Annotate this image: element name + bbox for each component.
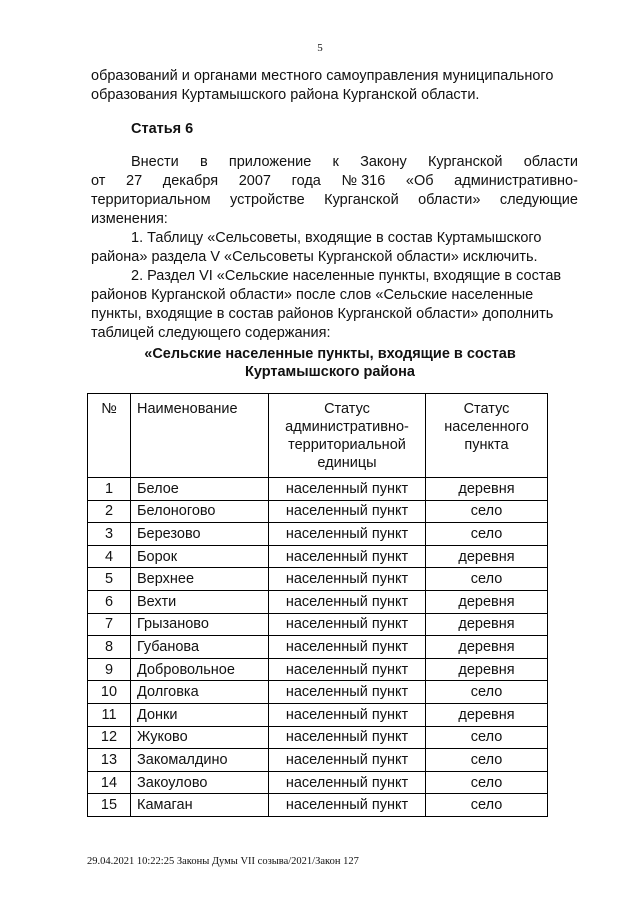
row-name: Грызаново bbox=[131, 613, 269, 636]
table-row bbox=[88, 726, 548, 749]
article-heading: Статья 6 bbox=[131, 121, 194, 137]
row-admin-status: населенный пункт bbox=[269, 613, 426, 636]
row-settlement-status: деревня bbox=[426, 545, 548, 568]
row-name: Борок bbox=[131, 545, 269, 568]
row-settlement-status: село bbox=[426, 500, 548, 523]
intro-line-1: образований и органами местного самоуправления муниципального bbox=[91, 68, 554, 84]
row-admin-status: населенный пункт bbox=[269, 681, 426, 704]
row-settlement-status: деревня bbox=[426, 613, 548, 636]
word: следующие bbox=[499, 192, 578, 208]
body-line-1 bbox=[131, 153, 578, 171]
header-settlement-status-line: пункта bbox=[464, 437, 509, 453]
row-admin-status: населенный пункт bbox=[269, 500, 426, 523]
table-row bbox=[88, 794, 548, 817]
header-name: Наименование bbox=[131, 394, 269, 478]
word: года bbox=[291, 173, 321, 189]
intro-line-2: образования Куртамышского района Курганской области. bbox=[91, 87, 480, 103]
row-admin-status: населенный пункт bbox=[269, 726, 426, 749]
table-row bbox=[88, 681, 548, 704]
row-name: Верхнее bbox=[131, 568, 269, 591]
word: к bbox=[332, 154, 339, 170]
item2-line-4: таблицей следующего содержания: bbox=[91, 325, 331, 341]
row-number: 7 bbox=[88, 613, 131, 636]
row-admin-status: населенный пункт bbox=[269, 703, 426, 726]
word: Курганской bbox=[427, 154, 503, 170]
table-title-line-1: «Сельские населенные пункты, входящие в состав bbox=[144, 346, 516, 362]
item1-line-2: района» раздела V «Сельсоветы Курганской области» исключить. bbox=[91, 249, 538, 265]
document-footer: 29.04.2021 10:22:25 Законы Думы VII созыва/2021/Закон 127 bbox=[87, 856, 359, 867]
word: № 316 bbox=[341, 173, 386, 189]
word: административно- bbox=[454, 173, 578, 189]
row-admin-status: населенный пункт bbox=[269, 636, 426, 659]
header-admin-status-line: Статус bbox=[324, 401, 370, 417]
header-admin-status bbox=[269, 394, 426, 478]
row-name: Камаган bbox=[131, 794, 269, 817]
row-name: Белоногово bbox=[131, 500, 269, 523]
row-number: 13 bbox=[88, 749, 131, 772]
word: территориальном bbox=[91, 192, 211, 208]
row-admin-status: населенный пункт bbox=[269, 749, 426, 772]
table-row bbox=[88, 658, 548, 681]
row-admin-status: населенный пункт bbox=[269, 545, 426, 568]
body-line-4: изменения: bbox=[91, 211, 168, 227]
row-settlement-status: деревня bbox=[426, 478, 548, 501]
word: в bbox=[199, 154, 208, 170]
page-number: 5 bbox=[317, 42, 323, 54]
table-body bbox=[88, 478, 548, 817]
row-number: 9 bbox=[88, 658, 131, 681]
word: Закону bbox=[360, 154, 407, 170]
row-number: 10 bbox=[88, 681, 131, 704]
header-admin-status-line: единицы bbox=[317, 455, 377, 471]
row-number: 11 bbox=[88, 703, 131, 726]
row-number: 3 bbox=[88, 523, 131, 546]
item2-line-1: 2. Раздел VI «Сельские населенные пункты, входящие в состав bbox=[131, 268, 562, 284]
word: «Об bbox=[405, 173, 434, 189]
row-name: Губанова bbox=[131, 636, 269, 659]
header-settlement-status-line: населенного bbox=[444, 419, 529, 435]
row-admin-status: населенный пункт bbox=[269, 794, 426, 817]
table-row bbox=[88, 749, 548, 772]
word: области» bbox=[418, 192, 481, 208]
row-settlement-status: деревня bbox=[426, 658, 548, 681]
row-admin-status: населенный пункт bbox=[269, 771, 426, 794]
table-header-row bbox=[88, 394, 548, 478]
row-number: 6 bbox=[88, 590, 131, 613]
table-title-line-2: Куртамышского района bbox=[245, 364, 415, 380]
header-number: № bbox=[88, 394, 131, 478]
word: 2007 bbox=[238, 173, 271, 189]
table-row bbox=[88, 500, 548, 523]
table-row bbox=[88, 771, 548, 794]
word: приложение bbox=[228, 154, 312, 170]
word: Внести bbox=[131, 154, 179, 170]
row-settlement-status: село bbox=[426, 749, 548, 772]
row-settlement-status: село bbox=[426, 523, 548, 546]
header-settlement-status bbox=[426, 394, 548, 478]
row-number: 1 bbox=[88, 478, 131, 501]
row-number: 15 bbox=[88, 794, 131, 817]
row-number: 14 bbox=[88, 771, 131, 794]
row-number: 5 bbox=[88, 568, 131, 591]
table-row bbox=[88, 478, 548, 501]
header-admin-status-line: административно- bbox=[285, 419, 409, 435]
row-admin-status: населенный пункт bbox=[269, 478, 426, 501]
row-number: 12 bbox=[88, 726, 131, 749]
word: Курганской bbox=[324, 192, 399, 208]
settlements-table bbox=[87, 393, 548, 817]
row-number: 2 bbox=[88, 500, 131, 523]
header-settlement-status-line: Статус bbox=[463, 401, 510, 417]
row-name: Березово bbox=[131, 523, 269, 546]
row-settlement-status: село bbox=[426, 771, 548, 794]
row-number: 8 bbox=[88, 636, 131, 659]
body-line-3 bbox=[91, 191, 578, 209]
row-name: Белое bbox=[131, 478, 269, 501]
word: устройстве bbox=[230, 192, 305, 208]
row-name: Долговка bbox=[131, 681, 269, 704]
item2-line-3: пункты, входящие в состав районов Курганской области» дополнить bbox=[91, 306, 554, 322]
row-name: Вехти bbox=[131, 590, 269, 613]
table-row bbox=[88, 703, 548, 726]
table-row bbox=[88, 636, 548, 659]
row-name: Жуково bbox=[131, 726, 269, 749]
header-admin-status-line: территориальной bbox=[288, 437, 406, 453]
row-admin-status: населенный пункт bbox=[269, 523, 426, 546]
row-name: Закоулово bbox=[131, 771, 269, 794]
row-name: Закомалдино bbox=[131, 749, 269, 772]
row-settlement-status: село bbox=[426, 568, 548, 591]
row-settlement-status: деревня bbox=[426, 703, 548, 726]
row-admin-status: населенный пункт bbox=[269, 590, 426, 613]
table-row bbox=[88, 523, 548, 546]
table-row bbox=[88, 545, 548, 568]
table-row bbox=[88, 568, 548, 591]
row-admin-status: населенный пункт bbox=[269, 568, 426, 591]
row-name: Добровольное bbox=[131, 658, 269, 681]
word: 27 bbox=[126, 173, 143, 189]
row-settlement-status: село bbox=[426, 794, 548, 817]
row-settlement-status: село bbox=[426, 681, 548, 704]
row-settlement-status: деревня bbox=[426, 590, 548, 613]
row-name: Донки bbox=[131, 703, 269, 726]
word: области bbox=[523, 154, 578, 170]
item2-line-2: районов Курганской области» после слов «Сельские населенные bbox=[91, 287, 534, 303]
word: декабря bbox=[162, 173, 219, 189]
word: от bbox=[91, 173, 106, 189]
body-line-2 bbox=[91, 172, 578, 190]
row-number: 4 bbox=[88, 545, 131, 568]
row-admin-status: населенный пункт bbox=[269, 658, 426, 681]
item1-line-1: 1. Таблицу «Сельсоветы, входящие в состав Куртамышского bbox=[131, 230, 542, 246]
row-settlement-status: село bbox=[426, 726, 548, 749]
row-settlement-status: деревня bbox=[426, 636, 548, 659]
table-row bbox=[88, 613, 548, 636]
table-row bbox=[88, 590, 548, 613]
